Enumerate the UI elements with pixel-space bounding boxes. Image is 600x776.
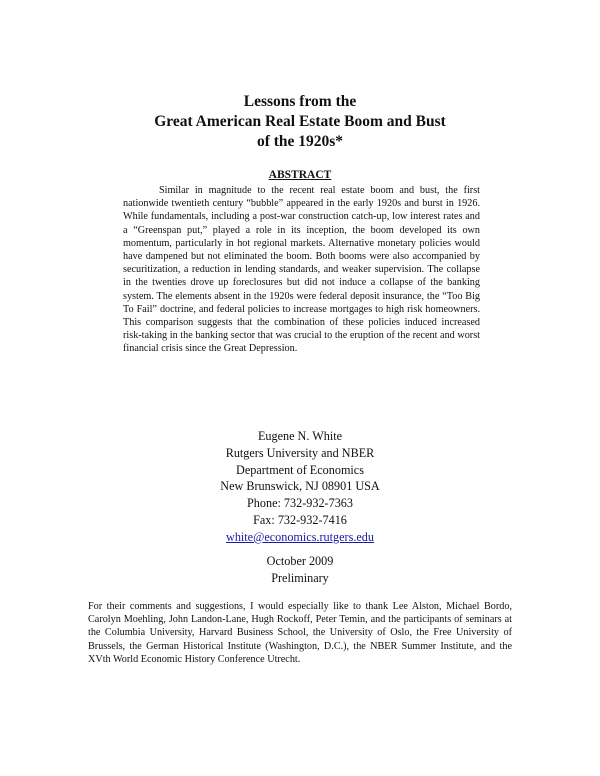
abstract-heading: ABSTRACT bbox=[268, 169, 332, 181]
paper-date: October 2009 bbox=[266, 554, 334, 568]
author-block bbox=[0, 428, 600, 546]
author-department: Department of Economics bbox=[236, 462, 364, 477]
abstract-body: Similar in magnitude to the recent real estate boom and bust, the first nationwide twentieth century “bubble” appeared in the early 1920s and burst in 1926. While fundamentals, including a post-war construction catch-up, low interest rates and a “Greenspan put,” played a role in its inception, the boom developed its own momentum, particularly in hot regional markets. Alternative monetary policies would have dampened but not eliminated the boom. Both booms were also accompanied by securitization, a reduction in lending standards, and weaker supervision. The collapse in the twenties drove up foreclosures but did not induce a collapse of the banking system. The elements absent in the 1920s were federal deposit insurance, the “Too Big To Fail” doctrine, and federal policies to increase mortgages to high risk homeowners. This comparison suggests that the combination of these policies induced increased risk-taking in the banking sector that was crucial to the eruption of the recent and worst financial crisis since the Great Depression. bbox=[123, 185, 480, 355]
author-affiliation: Rutgers University and NBER bbox=[225, 445, 375, 460]
author-phone: Phone: 732-932-7363 bbox=[247, 496, 353, 511]
author-address: New Brunswick, NJ 08901 USA bbox=[220, 479, 380, 494]
title-line-3: of the 1920s* bbox=[256, 133, 344, 150]
paper-status: Preliminary bbox=[271, 570, 329, 585]
title-line-2: Great American Real Estate Boom and Bust bbox=[154, 113, 446, 130]
author-fax: Fax: 732-932-7416 bbox=[253, 512, 347, 527]
acknowledgment-footnote: For their comments and suggestions, I would especially like to thank Lee Alston, Michael Bordo, Carolyn Moehling, John Landon-Lane, Hugh Rockoff, Peter Temin, and the participants of seminars at the Columbia University, Harvard Business School, the University of Oslo, the Free University of Brussels, the German Historical Institute (Washington, D.C.), the NBER Summer Institute, and the XVth World Economic History Conference Utrecht. bbox=[88, 601, 512, 665]
title-line-1: Lessons from the bbox=[243, 93, 357, 110]
date-block bbox=[0, 553, 600, 587]
author-email-link[interactable]: white@economics.rutgers.edu bbox=[226, 529, 374, 544]
author-name: Eugene N. White bbox=[257, 429, 343, 443]
paper-title bbox=[0, 92, 600, 152]
